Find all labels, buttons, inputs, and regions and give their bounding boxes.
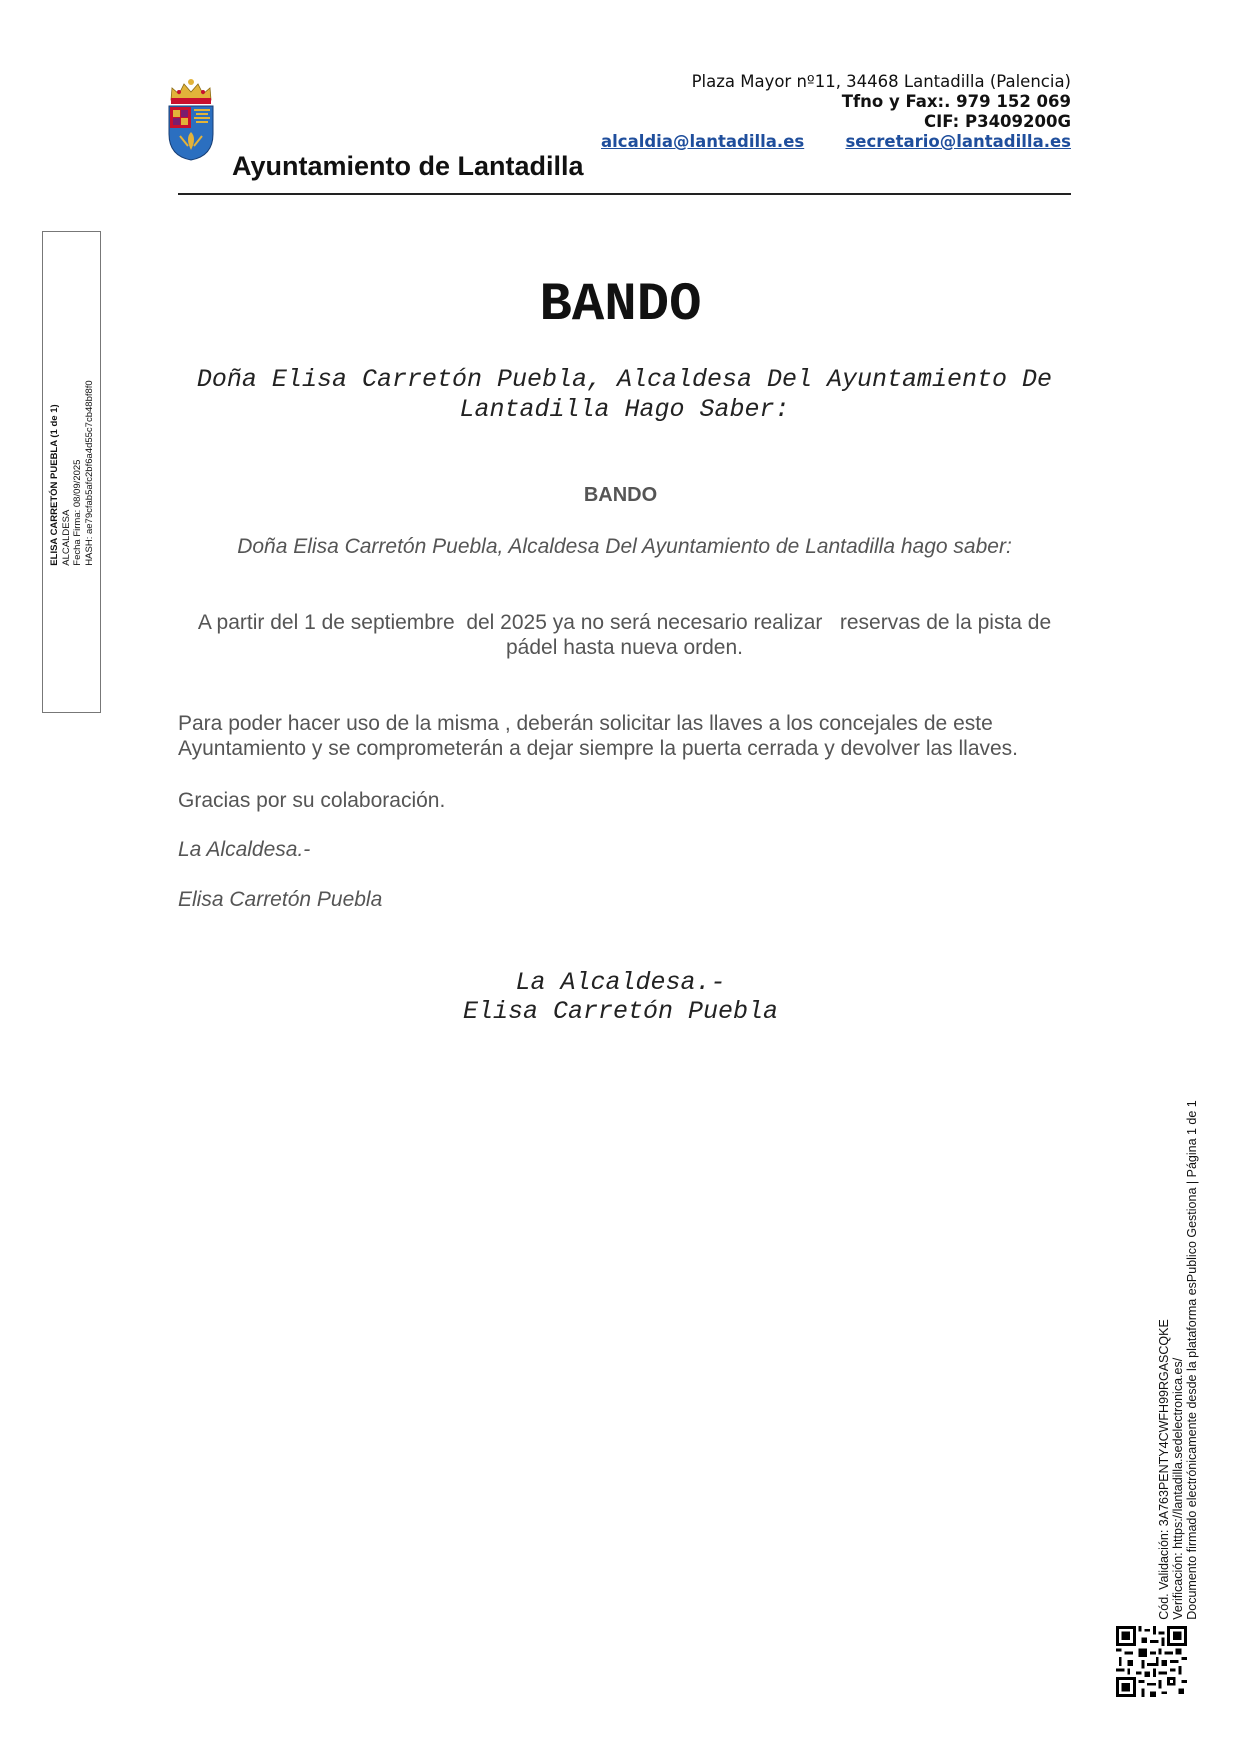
signature-hash: HASH: ae79cfab5afc2bf6a4d55c7cb48bf8f0	[83, 380, 95, 566]
signature-title: La Alcaldesa.-	[178, 838, 311, 861]
signature-name: Elisa Carretón Puebla	[178, 888, 383, 911]
signer-role: ALCALDESA	[60, 509, 72, 566]
instructions-paragraph: Para poder hacer uso de la misma , deberán solicitar las llaves a los concejales de este Ayuntamiento y se comprometerán a dejar siempre la puerta cerrada y devolver las llaves.	[178, 712, 1019, 760]
contact-block	[601, 72, 1071, 152]
signature-name-mono: Elisa Carretón Puebla	[462, 997, 779, 1026]
email-secretario-link[interactable]: secretario@lantadilla.es	[845, 132, 1071, 151]
verification-url: Verificación: https://lantadilla.sedelectronica.es/	[1171, 1357, 1185, 1620]
signature-title-mono: La Alcaldesa.-	[515, 968, 726, 997]
validation-code: Cód. Validación: 3A763PENTY4CWFH99RGASCQKE	[1157, 1319, 1171, 1620]
thanks-line: Gracias por su colaboración.	[178, 789, 446, 812]
phone: Tfno y Fax:. 979 152 069	[841, 92, 1071, 111]
cif: CIF: P3409200G	[924, 112, 1071, 131]
signature-block-mono	[0, 968, 1241, 1026]
signature-text	[49, 380, 95, 565]
organization-name: Ayuntamiento de Lantadilla	[232, 151, 584, 181]
verification-text	[1157, 1100, 1199, 1620]
secondary-intro: Doña Elisa Carretón Puebla, Alcaldesa Del Ayuntamiento de Lantadilla hago saber:	[237, 535, 1012, 558]
announcement-paragraph: A partir del 1 de septiembre del 2025 ya no será necesario realizar reservas de la pista de pádel hasta nueva orden.	[197, 611, 1057, 659]
signature-date: Fecha Firma: 08/09/2025	[72, 459, 83, 566]
email-alcaldia-link[interactable]: alcaldia@lantadilla.es	[601, 132, 805, 151]
proclamation-intro: Doña Elisa Carretón Puebla, Alcaldesa Del Ayuntamiento De Lantadilla Hago Saber:	[196, 365, 1053, 424]
coat-of-arms-icon	[166, 76, 216, 162]
qr-code-icon	[1116, 1626, 1187, 1697]
address: Plaza Mayor nº11, 34468 Lantadilla (Palencia)	[691, 72, 1071, 91]
platform-note: Documento firmado electrónicamente desde la plataforma esPublico Gestiona | Página 1 de 1	[1185, 1100, 1199, 1620]
document-title: BANDO	[539, 275, 702, 336]
secondary-title: BANDO	[583, 484, 658, 506]
signer-name: ELISA CARRETÓN PUEBLA (1 de 1)	[49, 404, 60, 566]
header-divider	[178, 193, 1071, 195]
